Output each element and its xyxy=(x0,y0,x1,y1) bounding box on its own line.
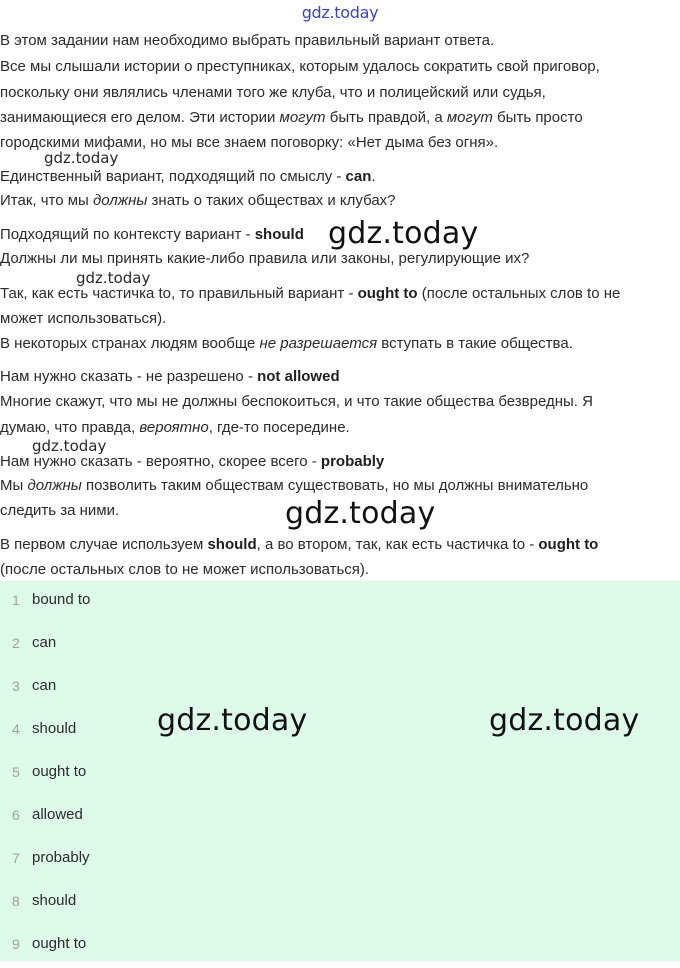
paragraph-line xyxy=(0,191,396,211)
answer-word: not allowed xyxy=(257,368,340,385)
text: Нам нужно сказать - не разрешено - xyxy=(0,368,258,385)
paragraph-line xyxy=(0,560,369,580)
text: В этом задании нам необходимо выбрать правильный вариант ответа. xyxy=(0,32,495,49)
emphasis: могут xyxy=(279,109,326,126)
item-answer: probably xyxy=(32,849,90,866)
list-item xyxy=(0,796,680,839)
paragraph-line xyxy=(0,418,350,438)
watermark: gdz.today xyxy=(44,149,119,167)
answer-word: ought to xyxy=(357,285,418,302)
text: В первом случае используем xyxy=(0,536,208,553)
emphasis: должны xyxy=(93,192,148,209)
text: Так, как есть частичка to, то правильный вариант - xyxy=(0,285,358,302)
text: Многие скажут, что мы не должны беспокоиться, и что такие общества безвредны. Я xyxy=(0,393,593,410)
answer-word: should xyxy=(207,536,257,553)
answers-list xyxy=(0,581,680,961)
item-number: 5 xyxy=(12,764,20,780)
list-item xyxy=(0,624,680,667)
watermark: gdz.today xyxy=(285,496,436,531)
item-number: 9 xyxy=(12,936,20,952)
text: (после остальных слов to не xyxy=(417,285,621,302)
text: Подходящий по контексту вариант - xyxy=(0,226,255,243)
paragraph-line xyxy=(0,83,546,103)
text: Мы xyxy=(0,477,28,494)
paragraph-line xyxy=(0,309,166,329)
text: поскольку они являлись членами того же клуба, что и полицейский или судья, xyxy=(0,84,546,101)
list-item xyxy=(0,839,680,882)
paragraph-line xyxy=(0,476,588,496)
list-item xyxy=(0,581,680,624)
answer-word: ought to xyxy=(538,536,599,553)
answer-word: can xyxy=(345,168,372,185)
text: , где-то посередине. xyxy=(208,419,350,436)
paragraph-line xyxy=(0,167,376,187)
text: занимающиеся его делом. Эти истории xyxy=(0,109,280,126)
paragraph-line xyxy=(0,57,600,77)
item-answer: can xyxy=(32,634,57,651)
paragraph-line xyxy=(0,284,620,304)
item-number: 2 xyxy=(12,635,20,651)
item-answer: ought to xyxy=(32,763,87,780)
text: Должны ли мы принять какие-либо правила или законы, регулирующие их? xyxy=(0,250,530,267)
emphasis: могут xyxy=(446,109,493,126)
text: Единственный вариант, подходящий по смыслу - xyxy=(0,168,346,185)
watermark: gdz.today xyxy=(32,437,107,455)
text: думаю, что правда, xyxy=(0,419,140,436)
item-answer: can xyxy=(32,677,57,694)
item-answer: bound to xyxy=(32,591,91,608)
watermark: gdz.today xyxy=(489,703,640,738)
text: (после остальных слов to не может использоваться). xyxy=(0,561,370,578)
item-number: 7 xyxy=(12,850,20,866)
text: быть правдой, а xyxy=(325,109,447,126)
emphasis: вероятно xyxy=(139,419,209,436)
text: , а во втором, так, как есть частичка to - xyxy=(256,536,539,553)
text: В некоторых странах людям вообще xyxy=(0,335,260,352)
emphasis: должны xyxy=(27,477,82,494)
paragraph-line xyxy=(0,249,529,269)
watermark: gdz.today xyxy=(76,269,151,287)
item-answer: should xyxy=(32,892,77,909)
text: . xyxy=(371,168,376,185)
text: Нам нужно сказать - вероятно, скорее всего - xyxy=(0,453,321,470)
paragraph-line xyxy=(0,225,304,245)
list-item xyxy=(0,925,680,968)
item-number: 4 xyxy=(12,721,20,737)
paragraph-line xyxy=(0,108,583,128)
text: знать о таких обществах и клубах? xyxy=(147,192,396,209)
paragraph-line xyxy=(0,334,573,354)
item-number: 8 xyxy=(12,893,20,909)
answer-word: probably xyxy=(320,453,385,470)
header-watermark: gdz.today xyxy=(301,3,379,22)
paragraph-line xyxy=(0,31,494,51)
watermark: gdz.today xyxy=(157,703,308,738)
paragraph-line xyxy=(0,535,598,555)
item-answer: should xyxy=(32,720,77,737)
text: городскими мифами, но мы все знаем поговорку: «Нет дыма без огня». xyxy=(0,134,499,151)
list-item xyxy=(0,882,680,925)
text: быть просто xyxy=(492,109,583,126)
paragraph-line xyxy=(0,367,340,387)
text: Итак, что мы xyxy=(0,192,94,209)
text: следить за ними. xyxy=(0,502,120,519)
text: может использоваться). xyxy=(0,310,167,327)
list-item xyxy=(0,753,680,796)
text: Все мы слышали истории о преступниках, которым удалось сократить свой приговор, xyxy=(0,58,600,75)
text: позволить таким обществам существовать, но мы должны внимательно xyxy=(81,477,589,494)
answer-word: should xyxy=(254,226,304,243)
item-number: 1 xyxy=(12,592,20,608)
item-number: 6 xyxy=(12,807,20,823)
paragraph-line xyxy=(0,392,593,412)
text: вступать в такие общества. xyxy=(377,335,573,352)
emphasis: не разрешается xyxy=(259,335,378,352)
paragraph-line xyxy=(0,501,119,521)
paragraph-line xyxy=(0,452,384,472)
item-answer: ought to xyxy=(32,935,87,952)
watermark: gdz.today xyxy=(328,216,479,251)
item-answer: allowed xyxy=(32,806,83,823)
item-number: 3 xyxy=(12,678,20,694)
